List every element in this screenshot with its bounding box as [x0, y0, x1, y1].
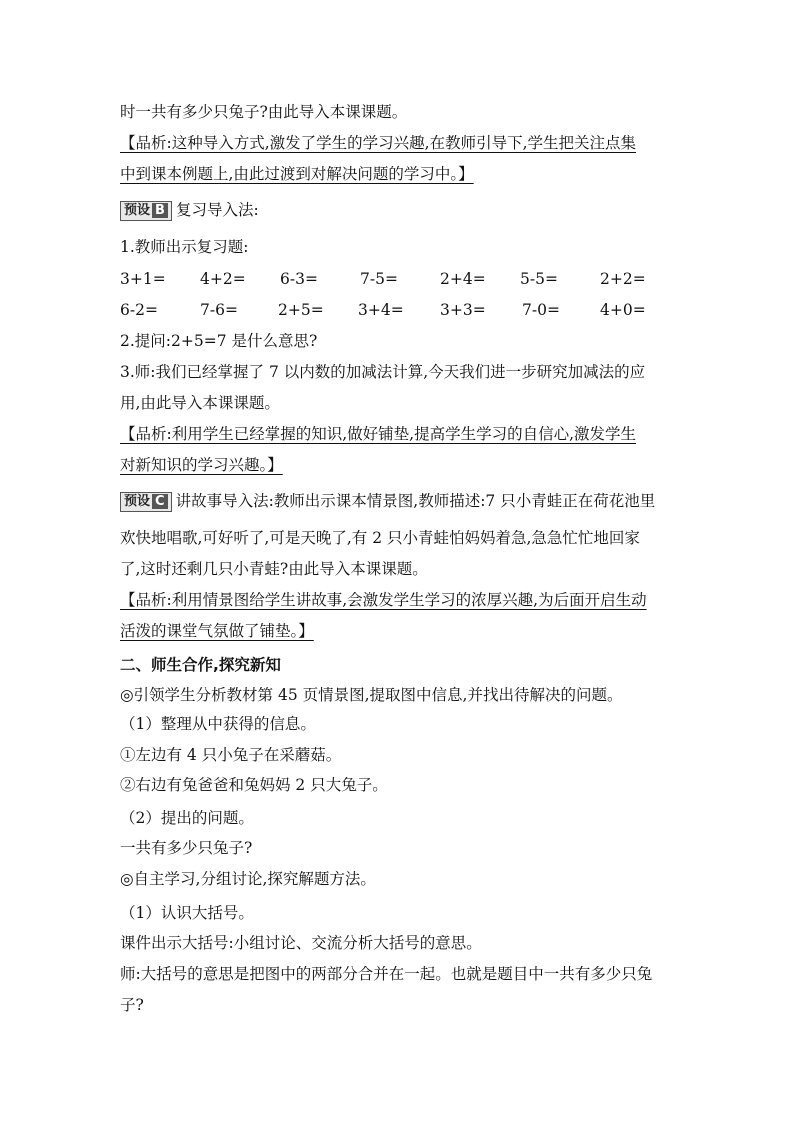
preset-badge-letter: B — [152, 203, 168, 218]
text-line: 一共有多少只兔子? — [120, 839, 253, 857]
preset-badge — [120, 492, 172, 512]
exercise: 5-5= — [520, 270, 558, 288]
preset-c-text: 讲故事导入法:教师出示课本情景图,教师描述:7 只小青蛙正在荷花池里 — [175, 492, 656, 510]
analysis-note: 活泼的课堂气氛做了铺垫。】 — [120, 622, 314, 640]
text-line: 师:大括号的意思是把图中的两部分合并在一起。也就是题目中一共有多少只兔 — [120, 965, 653, 983]
text-line: ①左边有 4 只小兔子在采蘑菇。 — [120, 746, 342, 764]
exercise: 7-6= — [200, 301, 238, 319]
text-line: 子? — [120, 996, 144, 1014]
exercise: 6-2= — [120, 301, 158, 319]
section-heading: 二、师生合作,探究新知 — [120, 656, 281, 674]
exercise: 4+2= — [200, 270, 246, 288]
text-line: （1）认识大括号。 — [120, 904, 254, 922]
preset-badge-label: 预设 — [124, 203, 151, 218]
preset-b-text: 复习导入法: — [175, 201, 259, 219]
text-line: 时一共有多少只兔子?由此导入本课课题。 — [120, 103, 408, 121]
text-line: 用,由此导入本课课题。 — [120, 394, 280, 412]
text-line: 了,这时还剩几只小青蛙?由此导入本课课题。 — [120, 560, 428, 578]
text-line: 3.师:我们已经掌握了 7 以内数的加减法计算,今天我们进一步研究加减法的应 — [120, 363, 646, 381]
text-line: 课件出示大括号:小组讨论、交流分析大括号的意思。 — [120, 934, 482, 952]
exercise: 3+4= — [358, 301, 404, 319]
preset-badge — [120, 201, 172, 221]
exercise: 6-3= — [280, 270, 318, 288]
exercise: 7-0= — [522, 301, 560, 319]
preset-b-heading — [120, 199, 259, 221]
preset-badge-letter: C — [152, 494, 168, 509]
text-line: （2）提出的问题。 — [120, 809, 254, 827]
text-line: 欢快地唱歌,可好听了,可是天晚了,有 2 只小青蛙怕妈妈着急,急急忙忙地回家 — [120, 529, 640, 547]
text-line: （1）整理从中获得的信息。 — [120, 715, 316, 733]
preset-c-heading — [120, 490, 655, 512]
text-line: 1.教师出示复习题: — [120, 238, 249, 256]
analysis-note: 中到课本例题上,由此过渡到对解决问题的学习中。】 — [120, 165, 474, 183]
exercise: 7-5= — [360, 270, 398, 288]
text-line: ②右边有兔爸爸和兔妈妈 2 只大兔子。 — [120, 776, 388, 794]
preset-badge-label: 预设 — [124, 494, 151, 509]
exercise: 4+0= — [600, 301, 646, 319]
text-line: 2.提问:2+5=7 是什么意思? — [120, 332, 318, 350]
analysis-note: 【品析:利用情景图给学生讲故事,会激发学生学习的浓厚兴趣,为后面开启生动 — [120, 591, 647, 609]
analysis-note: 【品析:利用学生已经掌握的知识,做好铺垫,提高学生学习的自信心,激发学生 — [120, 425, 637, 443]
analysis-note: 【品析:这种导入方式,激发了学生的学习兴趣,在教师引导下,学生把关注点集 — [120, 134, 637, 152]
exercise: 2+2= — [600, 270, 646, 288]
exercise: 3+1= — [120, 270, 166, 288]
text-line: ◎自主学习,分组讨论,探究解题方法。 — [120, 870, 376, 888]
exercise: 3+3= — [440, 301, 486, 319]
exercise: 2+4= — [440, 270, 486, 288]
analysis-note: 对新知识的学习兴趣。】 — [120, 456, 283, 474]
exercise: 2+5= — [278, 301, 324, 319]
text-line: ◎引领学生分析教材第 45 页情景图,提取图中信息,并找出待解决的问题。 — [120, 686, 623, 704]
